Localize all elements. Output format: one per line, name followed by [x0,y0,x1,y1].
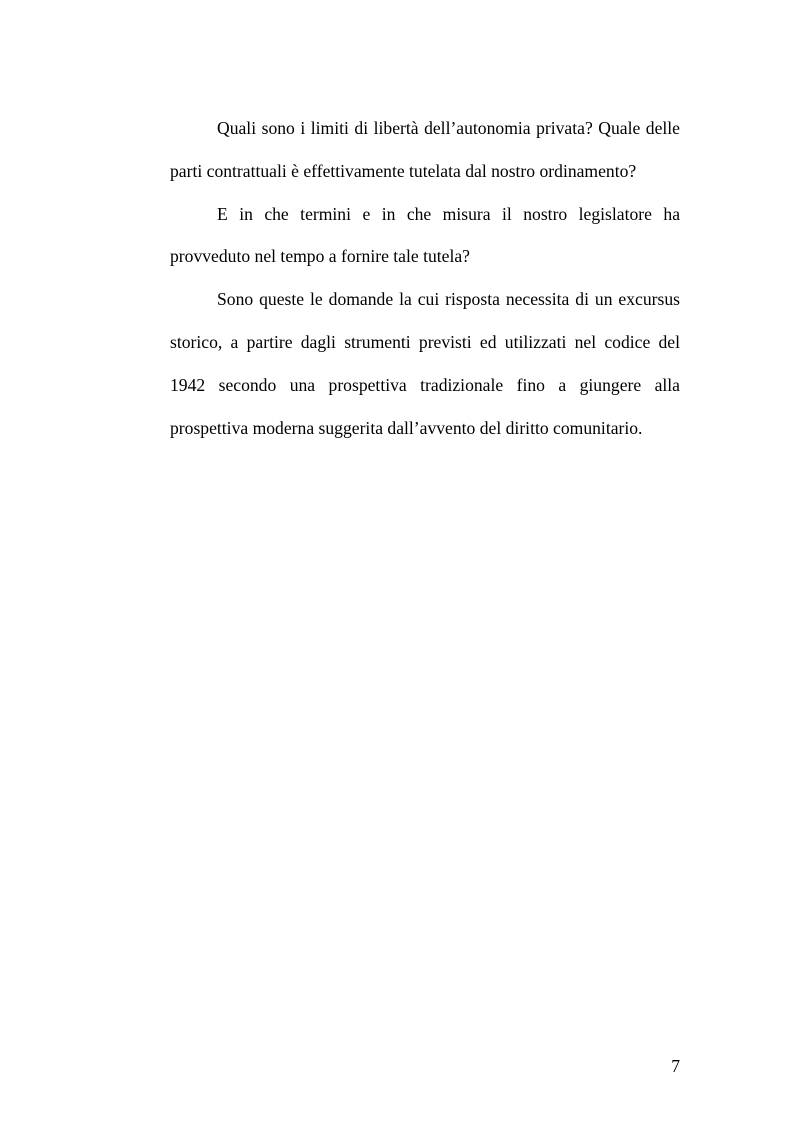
page-number: 7 [671,1056,680,1076]
paragraph-1: Quali sono i limiti di libertà dell’autonomia privata? Quale delle parti contrattuali è effettivamente tutelata dal nostro ordinamento? [170,118,680,181]
document-body [170,107,680,449]
paragraph-3: Sono queste le domande la cui risposta necessita di un excursus storico, a partire dagli strumenti previsti ed utilizzati nel codice del 1942 secondo una prospettiva tradizionale fino a giungere alla prospettiva moderna suggerita dall’avvento del diritto comunitario. [170,289,680,438]
paragraph-2: E in che termini e in che misura il nostro legislatore ha provveduto nel tempo a fornire tale tutela? [170,203,680,267]
